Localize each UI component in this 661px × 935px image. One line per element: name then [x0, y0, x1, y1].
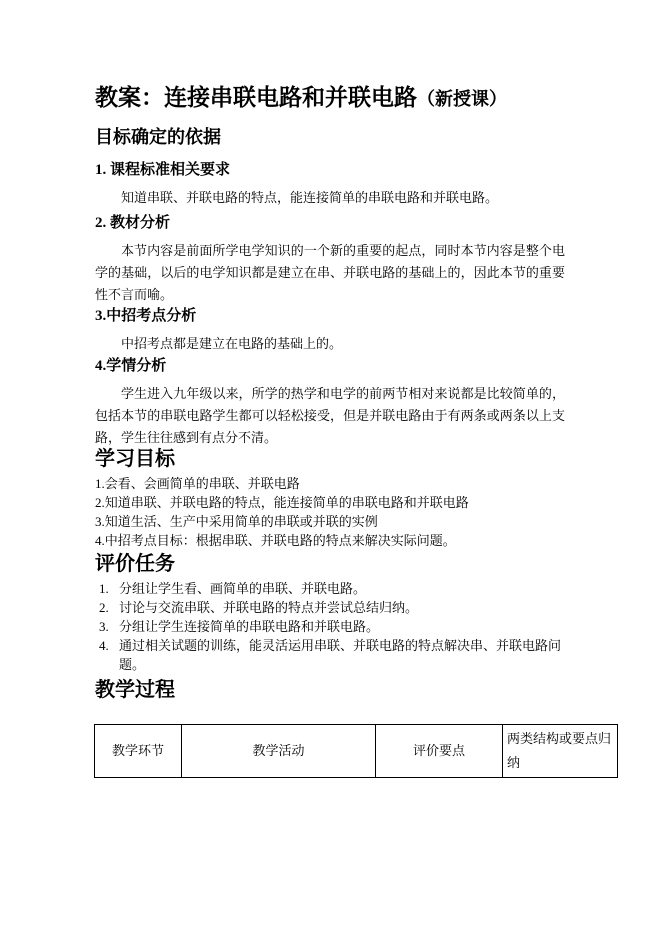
- item-text: 讨论与交流串联、并联电路的特点并尝试总结归纳。: [119, 600, 419, 615]
- subsection-heading: 4.学情分析: [95, 358, 167, 374]
- subsection-heading: 3.中招考点分析: [95, 308, 197, 324]
- subsection-heading: 1. 课程标准相关要求: [95, 162, 231, 178]
- item-text: 分组让学生连接简单的串联电路和并联电路。: [119, 619, 380, 634]
- subsection-body: 学生进入九年级以来，所学的热学和电学的前两节相对来说都是比较简单的，包括本节的串联电路学生都可以轻松接受，但是并联电路由于有两条或两条以上支路，学生往往感到有点分不清。: [95, 386, 565, 445]
- page-title: [95, 83, 565, 114]
- section-heading-basis: 目标确定的依据: [95, 127, 221, 147]
- evaluation-task-item: [95, 598, 565, 617]
- goal-item: 2.知道串联、并联电路的特点，能连接简单的串联电路和并联电路: [95, 495, 469, 510]
- goal-item: 3.知道生活、生产中采用简单的串联或并联的实例: [95, 514, 378, 529]
- goal-item: 1.会看、会画简单的串联、并联电路: [95, 476, 300, 491]
- subsection-learner-analysis: [95, 356, 565, 449]
- subsection-body: 本节内容是前面所学电学知识的一个新的重要的起点，同时本节内容是整个电学的基础，以后的电学知识都是建立在串、并联电路的基础上的，因此本节的重要性不言而喻。: [95, 243, 565, 302]
- subsection-body: 知道串联、并联电路的特点，能连接简单的串联电路和并联电路。: [121, 190, 499, 205]
- item-number: 1.: [99, 581, 109, 596]
- page-title-suffix: （新授课）: [417, 89, 507, 109]
- section-heading-evaluation-tasks: 评价任务: [95, 553, 175, 575]
- item-number: 2.: [99, 600, 109, 615]
- item-number: 4.: [99, 638, 109, 653]
- teaching-process-table: [94, 724, 618, 778]
- item-text: 分组让学生看、画简单的串联、并联电路。: [119, 581, 367, 596]
- table-header-cell-activity: 教学活动: [182, 725, 376, 778]
- subsection-body: 中招考点都是建立在电路的基础上的。: [121, 336, 343, 351]
- evaluation-task-item: [95, 617, 565, 636]
- subsection-heading: 2. 教材分析: [95, 215, 171, 231]
- table-header-cell-evaluation-points: 评价要点: [376, 725, 503, 778]
- subsection-curriculum-standard: [95, 160, 565, 209]
- table-header-cell-stage: 教学环节: [95, 725, 182, 778]
- section-heading-learning-goals: 学习目标: [95, 448, 175, 470]
- section-heading-teaching-process: 教学过程: [95, 679, 175, 701]
- evaluation-tasks-list: [95, 579, 565, 674]
- evaluation-task-item: [95, 579, 565, 598]
- learning-goals-list: [95, 474, 565, 550]
- table-header-cell-structure-summary: 两类结构或要点归纳: [503, 725, 618, 778]
- subsection-textbook-analysis: [95, 213, 565, 306]
- page-title-main: 教案：连接串联电路和并联电路: [95, 85, 417, 110]
- evaluation-task-item: [95, 636, 565, 674]
- subsection-exam-point-analysis: [95, 306, 565, 355]
- item-text: 通过相关试题的训练，能灵活运用串联、并联电路的特点解决串、并联电路问题。: [119, 638, 562, 672]
- table-header-row: [95, 725, 618, 778]
- goal-item: 4.中招考点目标：根据串联、并联电路的特点来解决实际问题。: [95, 533, 456, 548]
- item-number: 3.: [99, 619, 109, 634]
